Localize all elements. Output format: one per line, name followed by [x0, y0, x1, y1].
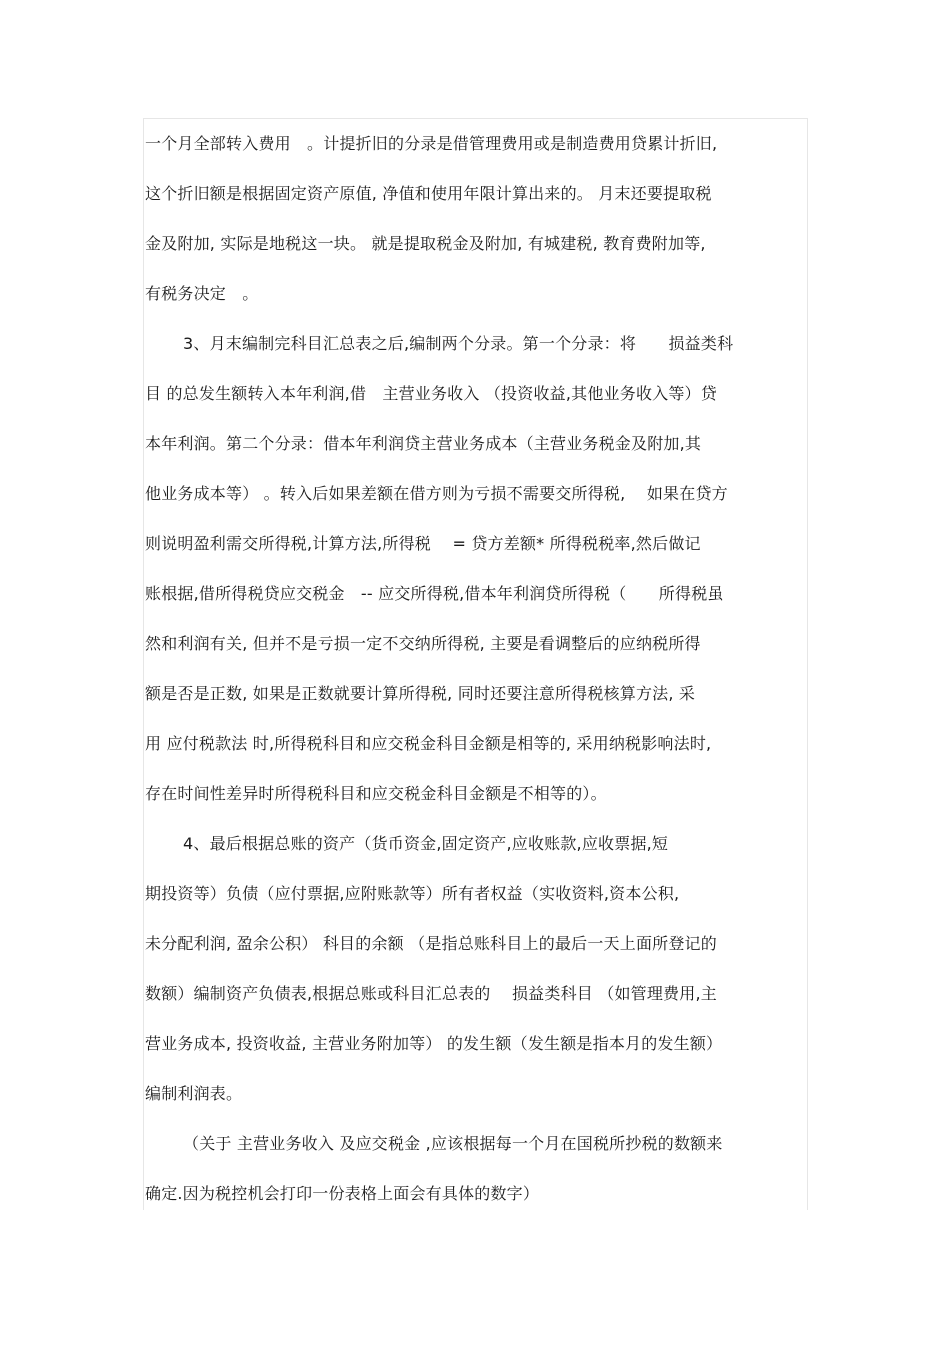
text-line: 一个月全部转入费用 。计提折旧的分录是借管理费用或是制造费用贷累计折旧, [145, 134, 718, 153]
text-line: 用 应付税款法 时,所得税科目和应交税金科目金额是相等的, 采用纳税影响法时, [145, 734, 712, 753]
text-line: 然和利润有关, 但并不是亏损一定不交纳所得税, 主要是看调整后的应纳税所得 [145, 634, 701, 653]
text-line: 未分配利润, 盈余公积） 科目的余额 （是指总账科目上的最后一天上面所登记的 [145, 934, 717, 953]
text-line: 他业务成本等） 。转入后如果差额在借方则为亏损不需要交所得税, 如果在贷方 [145, 484, 728, 503]
text-line: 营业务成本, 投资收益, 主营业务附加等） 的发生额（发生额是指本月的发生额） [145, 1034, 723, 1053]
text-line: 本年利润。第二个分录：借本年利润贷主营业务成本（主营业务税金及附加,其 [145, 434, 702, 453]
text-line: 期投资等）负债（应付票据,应附账款等）所有者权益（实收资料,资本公积, [145, 884, 680, 903]
text-line: 确定.因为税控机会打印一份表格上面会有具体的数字） [145, 1184, 540, 1203]
text-line: 3、月末编制完科目汇总表之后,编制两个分录。第一个分录：将 损益类科 [183, 334, 734, 353]
text-line: 目 的总发生额转入本年利润,借 主营业务收入 （投资收益,其他业务收入等）贷 [145, 384, 717, 403]
text-line: 则说明盈利需交所得税,计算方法,所得税 = 贷方差额* 所得税税率,然后做记 [145, 534, 701, 553]
text-line: 编制利润表。 [145, 1084, 243, 1103]
text-line: 账根据,借所得税贷应交税金 -- 应交所得税,借本年利润贷所得税（ 所得税虽 [145, 584, 724, 603]
text-line: 数额）编制资产负债表,根据总账或科目汇总表的 损益类科目 （如管理费用,主 [145, 984, 717, 1003]
text-line: 有税务决定 。 [145, 284, 259, 303]
text-line: 4、最后根据总账的资产（货币资金,固定资产,应收账款,应收票据,短 [183, 834, 669, 853]
text-line: （关于 主营业务收入 及应交税金 ,应该根据每一个月在国税所抄税的数额来 [183, 1134, 723, 1153]
text-line: 存在时间性差异时所得税科目和应交税金科目金额是不相等的）。 [145, 784, 607, 803]
text-line: 额是否是正数, 如果是正数就要计算所得税, 同时还要注意所得税核算方法, 采 [145, 684, 696, 703]
text-line: 金及附加, 实际是地税这一块。 就是提取税金及附加, 有城建税, 教育费附加等, [145, 234, 706, 253]
text-line: 这个折旧额是根据固定资产原值, 净值和使用年限计算出来的。 月末还要提取税 [145, 184, 712, 203]
